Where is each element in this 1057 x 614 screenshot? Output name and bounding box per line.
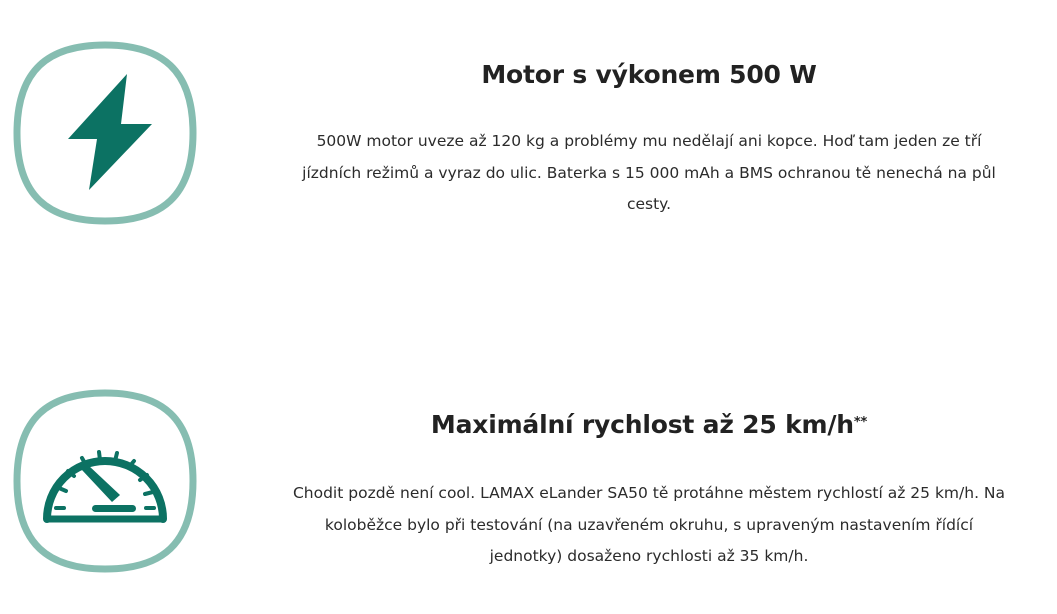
feature-title: Motor s výkonem 500 W <box>481 60 817 89</box>
feature-description: Chodit pozdě není cool. LAMAX eLander SA50 tě protáhne městem rychlostí až 25 km/h. Na koloběžce bylo při testování (na uzavřeném okruhu, s upraveným nastavením řídící jednotky) dosaženo rychlosti až 35 km/h. <box>292 484 1006 565</box>
icon-badge <box>12 388 198 574</box>
feature-text <box>287 58 1011 221</box>
footnote-marker: ** <box>853 415 868 430</box>
lightning-bolt-icon <box>12 40 198 226</box>
feature-text <box>287 408 1011 573</box>
icon-badge <box>12 40 198 226</box>
speedometer-icon <box>12 388 198 574</box>
feature-motor <box>0 0 1057 300</box>
feature-title: Maximální rychlost až 25 km/h** <box>430 410 868 439</box>
feature-speed <box>0 350 1057 614</box>
feature-description: 500W motor uveze až 120 kg a problémy mu nedělají ani kopce. Hoď tam jeden ze tří jízdních režimů a vyraz do ulic. Baterka s 15 000 mAh a BMS ochranou tě nenechá na půl cesty. <box>302 132 996 213</box>
